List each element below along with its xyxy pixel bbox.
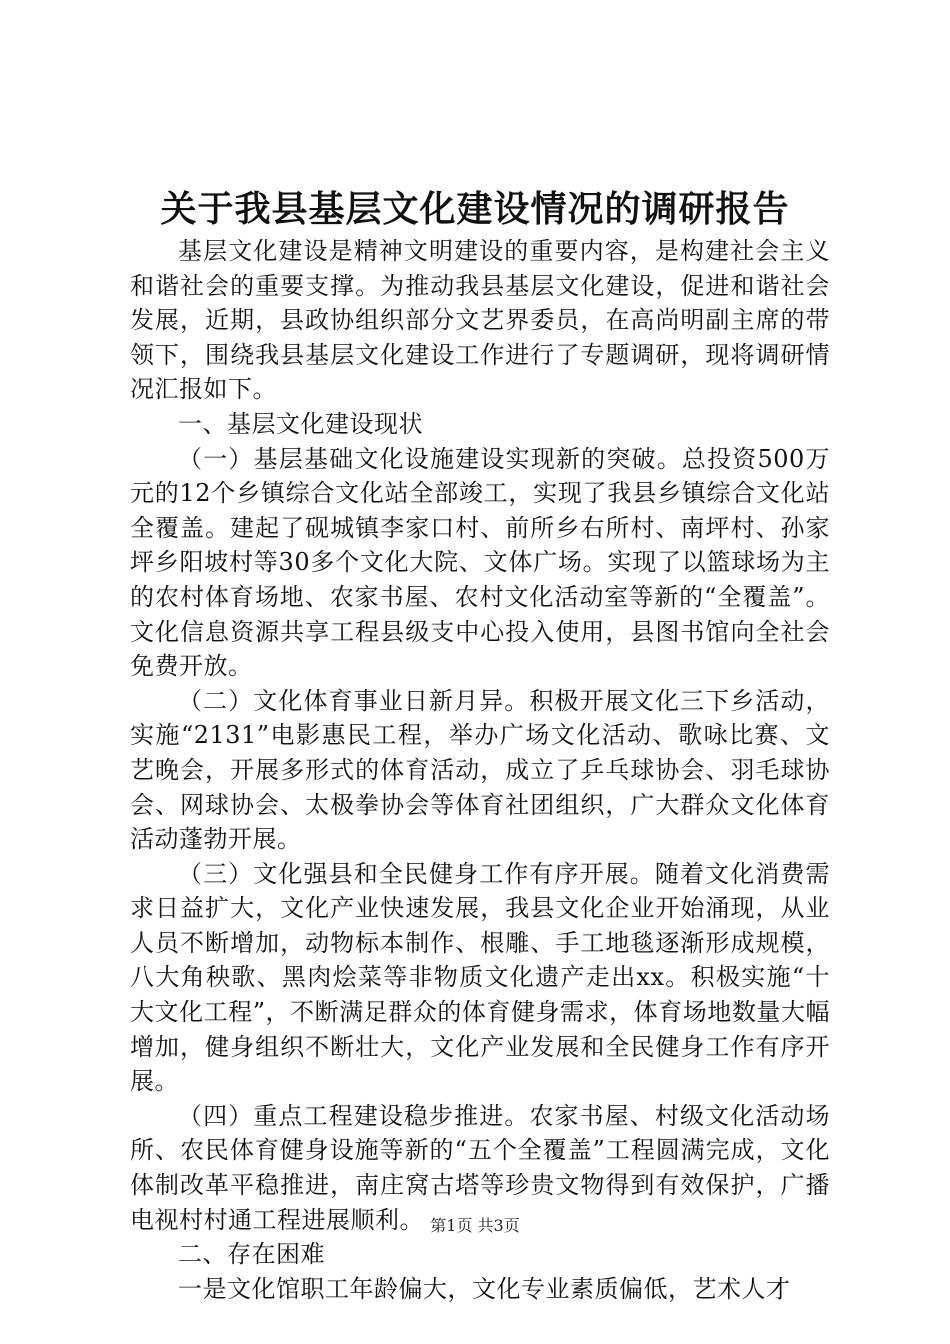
intro-paragraph: 基层文化建设是精神文明建设的重要内容，是构建社会主义和谐社会的重要支撑。为推动我县基层文化建设，促进和谐社会发展，近期，县政协组织部分文艺界委员，在高尚明副主席的带领下，围绕我县基层文化建设工作进行了专题调研，现将调研情况汇报如下。 [130, 237, 830, 404]
document-body [130, 234, 830, 1306]
section-heading-difficulties: 二、存在困难 [178, 1240, 325, 1269]
paragraph-culture-sports: （二）文化体育事业日新月异。积极开展文化三下乡活动，实施“2131”电影惠民工程，举办广场文化活动、歌咏比赛、文艺晚会，开展多形式的体育活动，成立了乒乓球协会、羽毛球协会、网球协会、太极拳协会等体育社团组织，广大群众文化体育活动蓬勃开展。 [130, 686, 830, 854]
paragraph-fitness: （三）文化强县和全民健身工作有序开展。随着文化消费需求日益扩大，文化产业快速发展，我县文化企业开始涌现，从业人员不断增加，动物标本制作、根雕、手工地毯逐渐形成规模，八大角秧歌、黑肉烩菜等非物质文化遗产走出xx。积极实施“十大文化工程”，不断满足群众的体育健身需求，体育场地数量大幅增加，健身组织不断壮大，文化产业发展和全民健身工作有序开展。 [130, 859, 830, 1096]
paragraph-infrastructure: （一）基层基础文化设施建设实现新的突破。总投资500万元的12个乡镇综合文化站全部竣工，实现了我县乡镇综合文化站全覆盖。建起了砚城镇李家口村、前所乡右所村、南坪村、孙家坪乡阳坡村等30多个文化大院、文体广场。实现了以篮球场为主的农村体育场地、农家书屋、农村文化活动室等新的“全覆盖”。文化信息资源共享工程县级支中心投入使用，县图书馆向全社会免费开放。 [130, 444, 830, 681]
paragraph-difficulty-one: 一是文化馆职工年龄偏大，文化专业素质偏低，艺术人才 [178, 1274, 791, 1303]
paragraph-key-projects: （四）重点工程建设稳步推进。农家书屋、村级文化活动场所、农民体育健身设施等新的“五个全覆盖”工程圆满完成，文化体制改革平稳推进，南庄窝古塔等珍贵文物得到有效保护，广播电视村村通工程进展顺利。 [130, 1101, 830, 1234]
section-heading-status: 一、基层文化建设现状 [178, 409, 423, 438]
page-footer: 第1页 共3页 [430, 1216, 520, 1235]
page-title: 关于我县基层文化建设情况的调研报告 [160, 188, 790, 230]
